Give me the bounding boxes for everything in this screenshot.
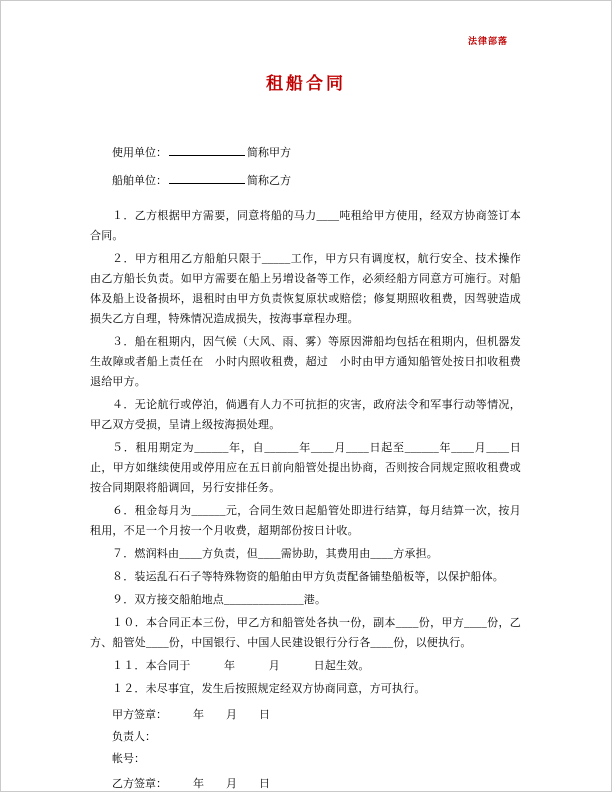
clause-4: ４．无论航行或停泊，倘遇有人力不可抗拒的灾害，政府法令和军事行动等情况，甲乙双方受损，呈请上级按海损处理。 [90, 399, 521, 431]
clause-8: ８．装运乱石石子等特殊物资的船舶由甲方负责配备铺垫船板等，以保护船体。 [112, 571, 504, 583]
account-line [90, 749, 521, 769]
field-ship-unit-label: 船舶单位： [112, 175, 167, 187]
clause-5: ５．租用期定为______年，自______年____月____日起至______年____月____日止，甲方如继续使用或停用应在五日前向船管处提出协商，否则按合同规定照收租费或按合同期限将船调回，另行安排任务。 [90, 442, 521, 494]
field-user-unit [90, 144, 521, 161]
blank-underline [169, 144, 245, 156]
party-b-label: 乙方签章： [112, 778, 167, 790]
clause-7: ７．燃润料由____方负责，但____需协助，其费用由____方承担。 [112, 548, 438, 560]
clause-9: ９．双方接交船舶地点______________港。 [112, 594, 327, 606]
field-user-unit-label: 使用单位： [112, 147, 167, 159]
contract-body [90, 144, 521, 792]
header-fields [90, 144, 521, 189]
signature-block [90, 705, 521, 792]
account-label: 帐号： [112, 753, 145, 765]
party-a-signature-line [90, 705, 521, 725]
clause-1: １．乙方根据甲方需要，同意将船的马力____吨租给甲方使用，经双方协商签订本合同。 [90, 210, 521, 242]
clause-3: ３．船在租期内，因气候（大风、雨、雾）等原因滞船均包括在租期内，但机器发生故障或者船上责任在 小时内照收租费，超过 小时由甲方通知船管处按日扣收租费退给甲方。 [90, 336, 521, 388]
clause-6: ６．租金每月为______元，合同生效日起船管处即进行结算，每月结算一次，按月租用，不足一个月按一个月收费，超期部份按日计收。 [90, 505, 521, 537]
clause-11: １１．本合同于 年 月 日起生效。 [112, 660, 370, 672]
manager-line [90, 727, 521, 747]
site-watermark: 法律部落 [467, 36, 508, 46]
clause-2: ２．甲方租用乙方船舶只限于_____工作，甲方只有调度权，航行安全、技术操作由乙方船长负责。如甲方需要在船上另增设备等工作，必须经船方同意方可施行。对船体及船上设备损坏，退租时由甲方负责恢复原状或赔偿；修复期照收租费，因驾驶造成损失乙方自理，特殊情况造成损失，按海事章程办理。 [90, 253, 521, 325]
party-b-signature-line [90, 774, 521, 792]
field-user-unit-suffix: 简称甲方 [247, 147, 291, 159]
party-b-date: 年 月 日 [193, 778, 270, 790]
field-ship-unit-suffix: 简称乙方 [247, 175, 291, 187]
field-ship-unit [90, 172, 521, 189]
document-title: 租船合同 [266, 74, 346, 93]
clause-12: １２．未尽事宜，发生后按照规定经双方协商同意，方可执行。 [112, 683, 426, 695]
party-a-date: 年 月 日 [193, 709, 270, 721]
clauses [90, 206, 521, 699]
manager-label: 负责人： [112, 731, 156, 743]
blank-underline [169, 172, 245, 184]
clause-10: １０．本合同正本三份，甲乙方和船管处各执一份，副本____份，甲方____份，乙方、船管处____份，中国银行、中国人民建设银行分行各____份，以便执行。 [90, 617, 521, 649]
party-a-label: 甲方签章： [112, 709, 167, 721]
